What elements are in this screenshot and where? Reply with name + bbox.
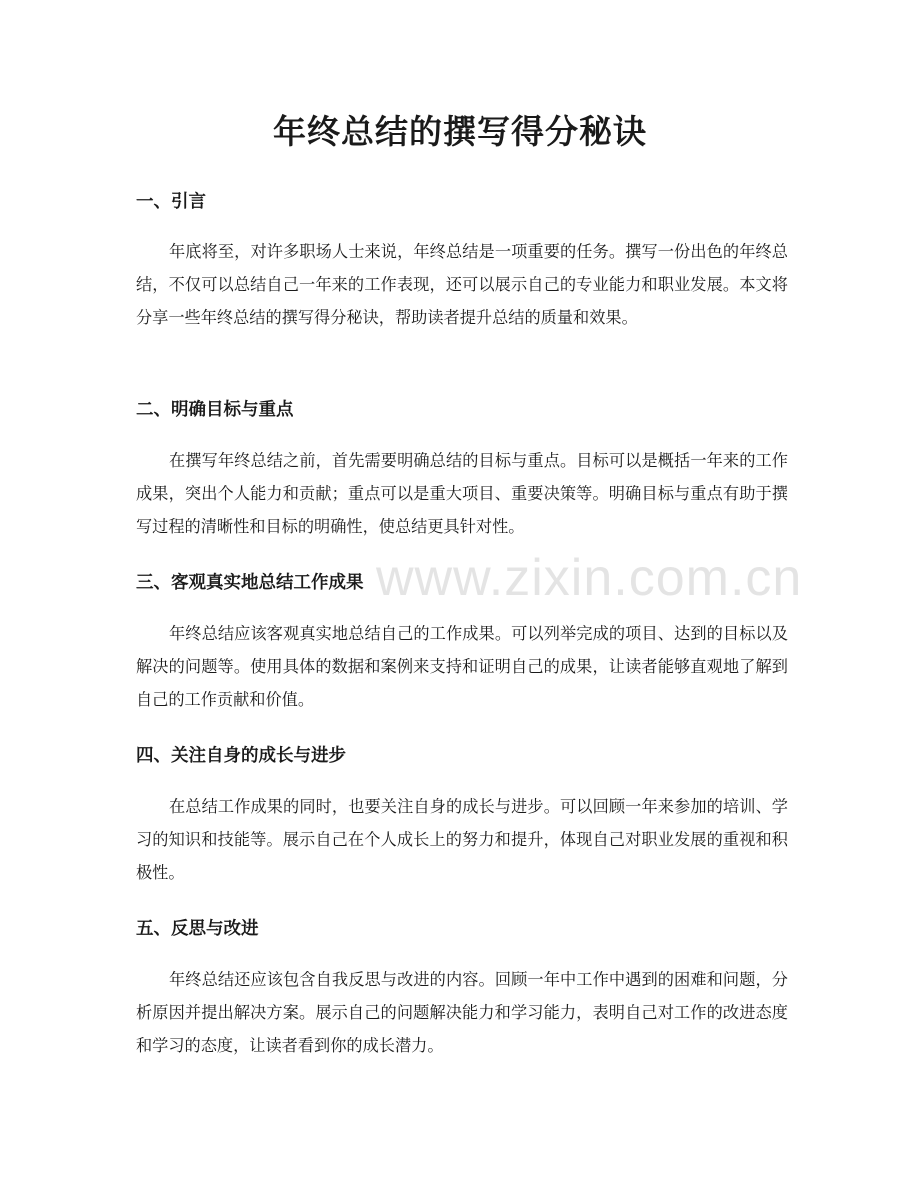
section-heading-reflection: 五、反思与改进 [136,919,259,939]
watermark-text: www.zixin.com.cn [376,549,803,607]
section-heading-introduction: 一、引言 [136,192,206,212]
document-title: 年终总结的撰写得分秘诀 [273,112,647,151]
section-heading-results: 三、客观真实地总结工作成果 [136,573,364,593]
section-heading-growth: 四、关注自身的成长与进步 [136,746,346,766]
section-body-reflection: 年终总结还应该包含自我反思与改进的内容。回顾一年中工作中遇到的困难和问题，分析原因并提出解决方案。展示自己的问题解决能力和学习能力，表明自己对工作的改进态度和学习的态度，让读者看到你的成长潜力。 [136,970,788,1055]
section-heading-goals: 二、明确目标与重点 [136,400,294,420]
section-body-results: 年终总结应该客观真实地总结自己的工作成果。可以列举完成的项目、达到的目标以及解决的问题等。使用具体的数据和案例来支持和证明自己的成果，让读者能够直观地了解到自己的工作贡献和价值。 [136,624,788,709]
section-body-growth: 在总结工作成果的同时，也要关注自身的成长与进步。可以回顾一年来参加的培训、学习的知识和技能等。展示自己在个人成长上的努力和提升，体现自己对职业发展的重视和积极性。 [136,797,788,882]
section-body-goals: 在撰写年终总结之前，首先需要明确总结的目标与重点。目标可以是概括一年来的工作成果，突出个人能力和贡献；重点可以是重大项目、重要决策等。明确目标与重点有助于撰写过程的清晰性和目标的明确性，使总结更具针对性。 [136,451,788,536]
section-body-introduction: 年底将至，对许多职场人士来说，年终总结是一项重要的任务。撰写一份出色的年终总结，不仅可以总结自己一年来的工作表现，还可以展示自己的专业能力和职业发展。本文将分享一些年终总结的撰写得分秘诀，帮助读者提升总结的质量和效果。 [136,242,788,327]
